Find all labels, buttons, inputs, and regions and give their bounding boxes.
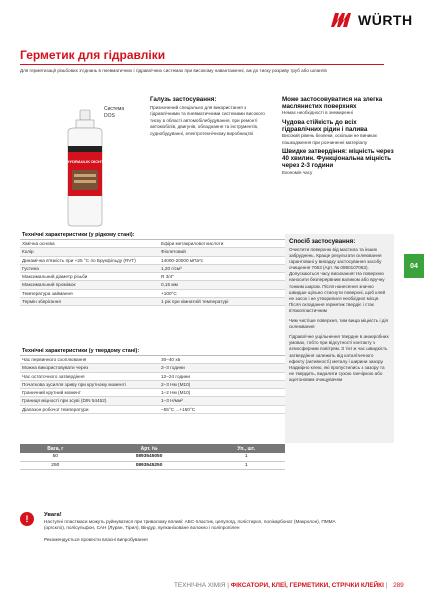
row-value: 1–3 Н/мм²: [161, 398, 183, 404]
row-value: –55°С ...+150°С: [161, 406, 196, 412]
application-heading: Галузь застосування:: [150, 96, 217, 103]
title-divider: [20, 64, 384, 65]
table-row: [20, 281, 285, 289]
column-header-article: Арт. №: [91, 444, 208, 453]
property-heading: Швидке затвердіння: міцність через 40 хвилин. Функціональна міцність через 2-3 години: [282, 148, 394, 170]
table-row: [20, 453, 285, 461]
table-row: [20, 290, 285, 298]
table-row: [20, 298, 285, 306]
footer-category: ТЕХНІЧНА ХІМІЯ |: [174, 582, 231, 589]
column-header-pack: Уп., шт.: [208, 444, 285, 453]
warning-title: Увага!: [44, 512, 62, 518]
row-value: 2–3 Нм (М10): [161, 381, 191, 387]
page-footer: [174, 582, 404, 589]
row-key: Динамічна в'язкість при +25 °С по Брукфільду (RVT): [22, 257, 136, 263]
dos-system-line-2: DOS: [104, 113, 115, 119]
warning-icon: !: [20, 512, 34, 526]
warning-block: [20, 512, 394, 542]
property-heading: Чудова стійкість до всіх гідравлічних рідин і палива: [282, 118, 368, 134]
bottle-label: HYDRAULIK DICHT: [66, 159, 104, 164]
row-value: Фіолетовий: [161, 249, 186, 255]
row-key: Діапазон робочої температури: [22, 406, 89, 412]
table-row: [20, 257, 285, 265]
table-row: [20, 389, 285, 397]
row-key: Можна використовувати через: [22, 365, 89, 371]
table-row: [20, 406, 285, 414]
row-value: 1–2 Нм (М10): [161, 390, 191, 396]
usage-heading: Спосіб застосування:: [289, 238, 356, 245]
page-number: 289: [393, 582, 404, 589]
wurth-logo: [331, 12, 413, 28]
table-row: [20, 356, 285, 364]
article-number-cell[interactable]: 0893545050: [91, 453, 208, 461]
product-image: [60, 106, 134, 228]
table-row: [20, 461, 285, 469]
tech-solid-heading: Технічні характеристики (у твердому стані):: [20, 347, 285, 356]
row-value: 30–40 хв: [161, 357, 181, 362]
order-table: [20, 444, 285, 470]
row-key: Температура займання: [22, 290, 73, 296]
footer-section: ФІКСАТОРИ, КЛЕЇ, ГЕРМЕТИКИ, СТРІЧКИ КЛЕЙКІ: [230, 582, 384, 589]
dos-system-line-1: Система: [104, 106, 125, 112]
usage-instructions: [285, 234, 394, 443]
weight-cell: 50: [20, 453, 91, 461]
row-key: Густина: [22, 265, 39, 271]
dos-system-label: [104, 106, 124, 120]
property-text: Немає необхідності в знежиренні: [282, 110, 353, 116]
row-value: 2–3 години: [161, 365, 185, 371]
property-text: Економія часу: [282, 169, 313, 175]
wurth-logo-icon: [331, 13, 355, 27]
row-key: Колір: [22, 249, 34, 255]
row-value: 14000-20000 мПа*с: [161, 257, 204, 263]
table-row: [20, 373, 285, 381]
table-row: [20, 240, 285, 248]
tech-liquid-rows: [20, 240, 285, 306]
table-row: [20, 397, 285, 405]
row-key: Початкова зусилля зриву при крутному моменті: [22, 381, 126, 387]
application-text: Призначений спеціально для використання з гідравлічними та пневматичними системами високого тиску в області автомобілебудування, при ремонті автомобілів, двигунів, обладнання та інструментів, суднобудуванні, електротехнічному виробництві: [150, 105, 265, 136]
intro-text: Для герметизації різьбових з'єднань в пневматичних і гідравлічних системах при високому навантаженні, аж до тиску розриву труб або шлангів: [20, 68, 327, 73]
weight-cell: 250: [20, 461, 91, 469]
row-key: Час первинного схоплювання: [22, 357, 87, 362]
brand-name: WÜRTH: [358, 12, 413, 28]
row-value: Ефіри метакрилової кислоти: [161, 241, 224, 246]
pack-cell: 1: [208, 461, 285, 469]
row-key: Хімічна основа: [22, 241, 55, 246]
tech-liquid-heading: Технічні характеристики (у рідкому стані):: [20, 231, 285, 240]
column-header-weight: Вага, г: [20, 444, 91, 453]
application-section: [150, 96, 275, 137]
table-row: [20, 381, 285, 389]
warning-note: Рекомендується провести власні випробування: [44, 536, 148, 542]
tech-solid-rows: [20, 356, 285, 414]
warning-text: Наступні пластмаси можуть руйнуватися при тривалому впливі: АБС-пластик, целулоїд, полістирол, полікарбонат (Макролон), ПММА (оргскло), полісульфон, САН (Луран, Тірил), Віндур, вулканізоване волокно і поліпропілен: [44, 519, 336, 531]
row-value: 0,15 мм: [161, 282, 178, 288]
row-key: Граничний крутний момент: [22, 390, 81, 396]
property-heading: Може застосовуватися на злегка маслянистих поверхнях: [282, 96, 383, 111]
table-row: [20, 364, 285, 372]
article-number-cell[interactable]: 0893545250: [91, 461, 208, 469]
row-key: Час остаточного затвердіння: [22, 373, 85, 379]
tech-solid-table: [20, 347, 285, 414]
order-header-row: [20, 444, 285, 453]
row-value: R 3/4": [161, 274, 174, 280]
page-title: Герметик для гідравліки: [20, 48, 166, 62]
table-row: [20, 265, 285, 273]
row-key: Границя міцності при зсуві (DIN 54452): [22, 398, 107, 404]
table-row: [20, 248, 285, 256]
footer-separator: |: [383, 582, 390, 589]
table-row: [20, 273, 285, 281]
row-value: 1,20 г/см³: [161, 265, 182, 271]
row-key: Термін зберігання: [22, 299, 61, 305]
usage-paragraph: Гідравлічне ущільнення твердне в анаеробних умовах, тобто при відсутності контакту з атмосферним повітрям. З тієї ж час швидкість затвердіння залежить від каталітичного ефекту (активності) металу і ширини зазору. Надмірно клею, які пропустились з зазору та не твердить, видалити сухою ганчіркою або ацетоновим очищувачем: [289, 334, 389, 382]
row-value: 1 рік при кімнатній температурі: [161, 299, 229, 305]
row-key: Максимальний проміжок: [22, 282, 76, 288]
row-value: +100°С: [161, 290, 177, 296]
row-value: 12–24 години: [161, 373, 191, 379]
usage-paragraph: Очистити поверхню від мастила та інших забруднень. Краще результати склеювання гарантовані у випадку застосування засобу очищення 7063 (Арт. № 0890107063). Допускаються часу висихання! На поверхню наносити безперервним валиком або вручну тонким шаром. Після нанесення значно швидше щільно стиснути поверхні, щоб клей не засох і не утворилися необхідної місця. Після складання герметик твердіє і стає в'язкопластичним: [289, 247, 386, 313]
row-key: Максимальний діаметр різьби: [22, 274, 88, 280]
section-tab[interactable]: 04: [404, 254, 424, 278]
properties-section: [282, 96, 394, 178]
tech-liquid-table: [20, 231, 285, 306]
property-text: Високий рівень безпеки, оскільки не виникає пошкодження при розчиненні матеріалу: [282, 133, 378, 145]
pack-cell: 1: [208, 453, 285, 461]
usage-paragraph: Чим чистіше поверхня, тим вища міцність і дія склеювання: [289, 318, 388, 330]
